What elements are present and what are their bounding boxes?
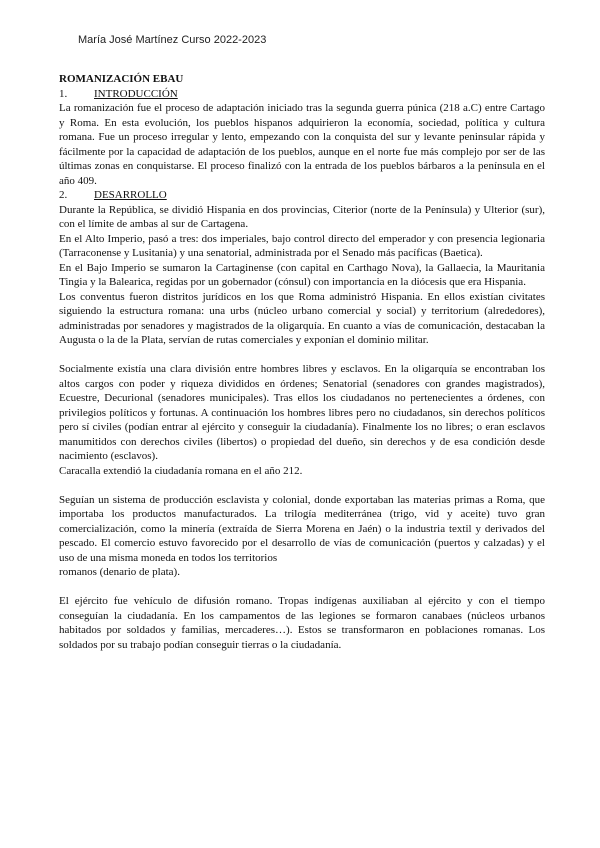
- blank-line: [59, 348, 545, 363]
- paragraph-sociedad: Socialmente existía una clara división entre hombres libres y esclavos. En la oligarquía se encontraban los altos cargos con poder y riqueza divididos en órdenes; Senatorial (senadores con grandes magistrados), Ecuestre, Decurional (senadores municipales). Tras ellos los ciudadanos no pertenecientes a órdenes, con privilegios políticos y fortunas. A continuación los hombres libres pero no ciudadanos, sin derechos políticos pero sí civiles (podían entrar al ejército y conseguir la ciudadanía). Finalmente los no libres; o eran esclavos manumitidos con derechos civiles (libertos) o propiedad del dueño, sin derechos y de esa condición desde nacimiento (esclavos).: [59, 363, 545, 462]
- page-header: María José Martínez Curso 2022-2023: [78, 34, 267, 46]
- section-number: 2.: [59, 189, 68, 201]
- blank-line: [59, 580, 545, 595]
- paragraph-bajo-imperio: En el Bajo Imperio se sumaron la Cartaginense (con capital en Carthago Nova), la Gallaecia, la Mauritania Tingia y la Balearica, regidas por un gobernador (cónsul) con importancia en la diócesis que era Hispania.: [59, 261, 545, 288]
- section-title: INTRODUCCIÓN: [94, 87, 178, 100]
- section-number: 1.: [59, 87, 68, 100]
- paragraph-alto-imperio: En el Alto Imperio, pasó a tres: dos imperiales, bajo control directo del emperador y con presencia legionaria (Tarraconense y Lusitania) y una senatorial, administrada por el Senado más pacíficas (Baetica).: [59, 232, 545, 259]
- paragraph-ejercito: El ejército fue vehículo de difusión romano. Tropas indígenas auxiliaban al ejército y con el tiempo conseguían la ciudadanía. En los campamentos de las legiones se formaron canabaes (núcleos urbanos habitados por soldados y familias, mercaderes…). Estos se transformaron en poblaciones romanas. Los soldados por su trabajo podían conseguir tierras o la ciudadanía.: [59, 595, 545, 651]
- document-title: ROMANIZACIÓN EBAU: [59, 73, 184, 85]
- document-body: [59, 72, 545, 652]
- paragraph-republica: Durante la República, se dividió Hispania en dos provincias, Citerior (norte de la Península) y Ulterior (sur), con el límite de ambas al sur de Cartagena.: [59, 203, 545, 230]
- paragraph-economia-cont: romanos (denario de plata).: [59, 566, 180, 578]
- section-heading-desarrollo: [59, 188, 545, 203]
- paragraph-economia: Seguían un sistema de producción esclavista y colonial, donde exportaban las materias primas a Roma, que importaba los productos manufacturados. La trilogía mediterránea (trigo, vid y aceite) tuvo gran comercialización, como la minería (extraída de Sierra Morena en Jaén) o la industria textil y derivados del pescado. El comercio estuvo favorecido por el desarrollo de vías de comunicación (puertos y calzadas) y el uso de una misma moneda en todos los territorios: [59, 493, 545, 564]
- paragraph-caracalla: Caracalla extendió la ciudadanía romana en el año 212.: [59, 464, 303, 477]
- paragraph-intro: La romanización fue el proceso de adaptación iniciado tras la segunda guerra púnica (218 a.C) entre Cartago y Roma. En esta evolución, los pueblos hispanos adquirieron la economía, sociedad, política y cultura romana. Fue un proceso irregular y lento, empezando con la conquista del sur y levante peninsular rápida y fácilmente por la capacidad de adaptación de los pueblos, aunque en el norte fue más complejo por ser de las últimas zonas en conquistarse. El proceso finalizó con la entrada de los pueblos bárbaros a la península en el año 409.: [59, 102, 545, 187]
- section-title: DESARROLLO: [94, 189, 167, 201]
- blank-line: [59, 478, 545, 493]
- paragraph-conventus: Los conventus fueron distritos jurídicos en los que Roma administró Hispania. En ellos existían civitates siguiendo la estructura romana: una urbs (núcleo urbano comercial y social) y territorium (alrededores), administradas por senadores y magistrados de la oligarquía. En cuanto a vías de comunicación, destacaban la Augusta o la de la Plata, servían de rutas comerciales y exponían el dominio militar.: [59, 290, 545, 346]
- section-heading-introduccion: [59, 87, 545, 102]
